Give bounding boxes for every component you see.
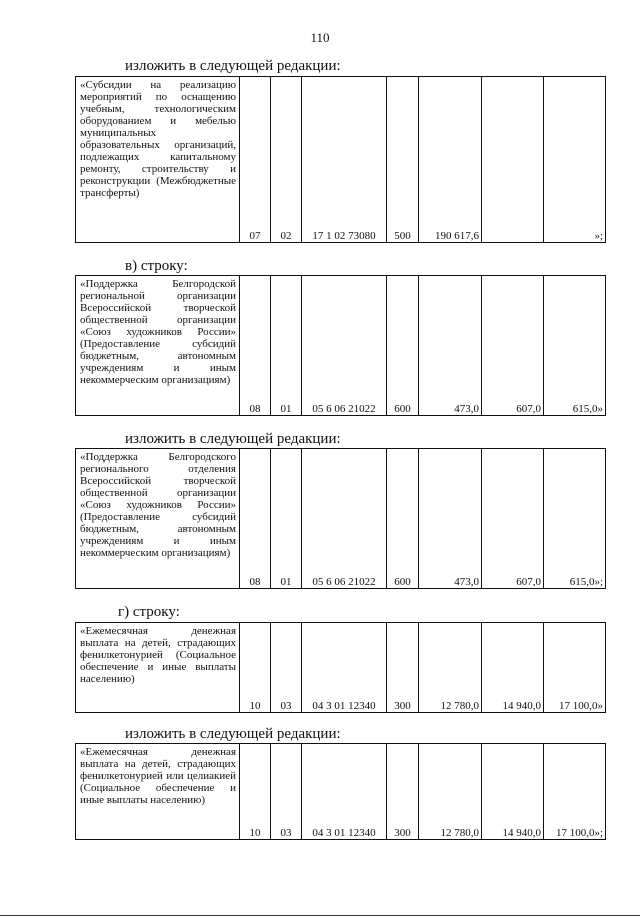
amount-year-3: 615,0» [544, 276, 606, 416]
subsection-code: 02 [271, 77, 302, 243]
target-article-code: 05 6 06 21022 [302, 449, 387, 589]
page-number: 110 [310, 30, 330, 45]
subsection-code: 03 [271, 744, 302, 840]
section-code: 10 [240, 744, 271, 840]
expense-type-code: 300 [387, 744, 419, 840]
row-description: «Поддержка Белгородской региональной организации Всероссийской творческой общественной организации «Союз художников России» (Предоставление субсидий бюджетным, автономным учреждениям и иным некоммерческим организациям) [76, 276, 240, 416]
amount-year-3: »; [544, 77, 606, 243]
expense-type-code: 600 [387, 449, 419, 589]
amount-year-2: 14 940,0 [482, 744, 544, 840]
table-row [76, 77, 606, 243]
amount-year-2: 14 940,0 [482, 623, 544, 713]
target-article-code: 04 3 01 12340 [302, 744, 387, 840]
amount-year-2 [482, 77, 544, 243]
subsection-code: 03 [271, 623, 302, 713]
section-heading: изложить в следующей редакции: [125, 726, 341, 742]
amount-year-3: 615,0»; [544, 449, 606, 589]
section-code: 07 [240, 77, 271, 243]
section-code: 08 [240, 276, 271, 416]
row-description: «Ежемесячная денежная выплата на детей, страдающих фенилкетонурией (Социальное обеспечение и иные выплаты населению) [76, 623, 240, 713]
row-description: «Ежемесячная денежная выплата на детей, страдающих фенилкетонурией или целиакией (Социальное обеспечение и иные выплаты населению) [76, 744, 240, 840]
budget-table [75, 76, 606, 243]
amount-year-2: 607,0 [482, 276, 544, 416]
amount-year-3: 17 100,0» [544, 623, 606, 713]
subsection-code: 01 [271, 276, 302, 416]
budget-table [75, 275, 606, 416]
expense-type-code: 600 [387, 276, 419, 416]
row-description: «Субсидии на реализацию мероприятий по оснащению учебным, технологическим оборудованием и мебелью муниципальных образовательных организаций, подлежащих капитальному ремонту, строительству и реконструкции (Межбюджетные трансферты) [76, 77, 240, 243]
target-article-code: 05 6 06 21022 [302, 276, 387, 416]
expense-type-code: 300 [387, 623, 419, 713]
table-row [76, 744, 606, 840]
budget-table [75, 743, 606, 840]
section-heading: в) строку: [125, 258, 188, 274]
section-code: 10 [240, 623, 271, 713]
amount-year-3: 17 100,0»; [544, 744, 606, 840]
amount-year-1: 473,0 [419, 276, 482, 416]
budget-table [75, 622, 606, 713]
target-article-code: 17 1 02 73080 [302, 77, 387, 243]
table-row [76, 449, 606, 589]
amount-year-1: 12 780,0 [419, 623, 482, 713]
expense-type-code: 500 [387, 77, 419, 243]
amount-year-1: 12 780,0 [419, 744, 482, 840]
subsection-code: 01 [271, 449, 302, 589]
amount-year-1: 190 617,6 [419, 77, 482, 243]
target-article-code: 04 3 01 12340 [302, 623, 387, 713]
section-heading: изложить в следующей редакции: [125, 58, 341, 74]
row-description: «Поддержка Белгородского регионального отделения Всероссийской творческой общественной организации «Союз художников России» (Предоставление субсидий бюджетным, автономным учреждениям и иным некоммерческим организациям) [76, 449, 240, 589]
table-row [76, 276, 606, 416]
amount-year-1: 473,0 [419, 449, 482, 589]
amount-year-2: 607,0 [482, 449, 544, 589]
table-row [76, 623, 606, 713]
section-heading: г) строку: [118, 604, 180, 620]
section-heading: изложить в следующей редакции: [125, 431, 341, 447]
bottom-divider [0, 915, 640, 916]
section-code: 08 [240, 449, 271, 589]
budget-table [75, 448, 606, 589]
